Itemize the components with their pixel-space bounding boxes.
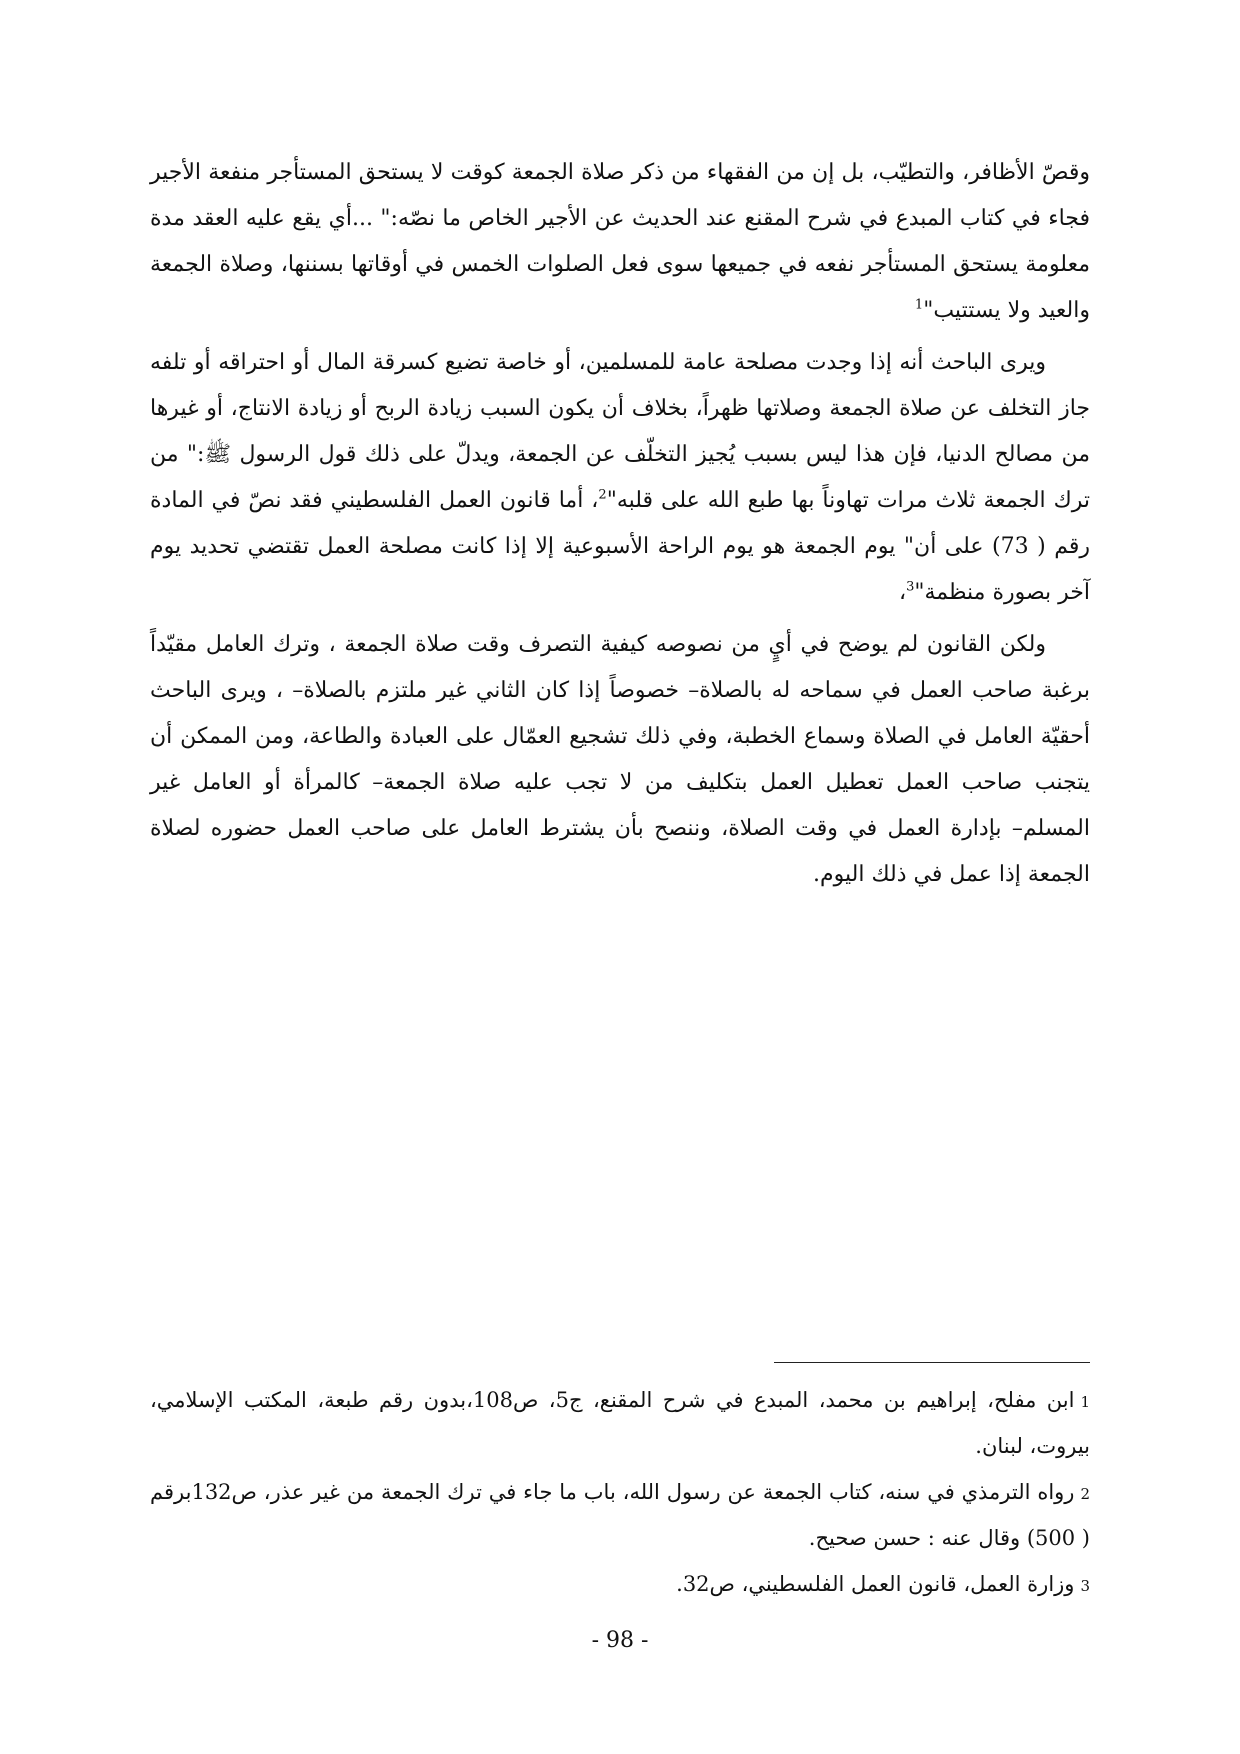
footnote-2 [150, 1470, 1090, 1560]
footnote-ref-3[interactable]: 3 [906, 579, 915, 595]
footnote-number: 3 [1080, 1577, 1090, 1595]
paragraph-2-end: ، [898, 580, 907, 605]
paragraph-2 [150, 340, 1090, 616]
paragraph-1-text: وقصّ الأظافر، والتطيّب، بل إن من الفقهاء من ذكر صلاة الجمعة كوقت لا يستحق المستأجر منفعة الأجير فجاء في كتاب المبدع في شرح المقنع عند الحديث عن الأجير الخاص ما نصّه:" ...أي يقع عليه العقد مدة معلومة يستحق المستأجر نفعه في جميعها سوى فعل الصلوات الخمس في أوقاتها بسننها، وصلاة الجمعة والعيد ولا يستتيب" [150, 160, 1090, 323]
footnote-text: وزارة العمل، قانون العمل الفلسطيني، ص32. [676, 1572, 1075, 1596]
footnote-text: ابن مفلح، إبراهيم بن محمد، المبدع في شرح المقنع، ج5، ص108،بدون رقم طبعة، المكتب الإسلامي، بيروت، لبنان. [150, 1388, 1090, 1458]
footnote-1 [150, 1378, 1090, 1468]
paragraph-2-continuation: ، أما قانون العمل الفلسطيني فقد نصّ في المادة رقم ( 73) على أن" يوم الجمعة هو يوم الراحة الأسبوعية إلا إذا كانت مصلحة العمل تقتضي تحديد يوم آخر بصورة منظمة" [150, 488, 1091, 605]
page-number: - 98 - [591, 1628, 649, 1653]
footnote-3 [150, 1562, 1090, 1608]
paragraph-3-text: ولكن القانون لم يوضح في أيٍ من نصوصه كيفية التصرف وقت صلاة الجمعة ، وترك العامل مقيّداً برغبة صاحب العمل في سماحه له بالصلاة– خصوصاً إذا كان الثاني غير ملتزم بالصلاة– ، ويرى الباحث أحقيّة العامل في الصلاة وسماع الخطبة، وفي ذلك تشجيع العمّال على العبادة والطاعة، ومن الممكن أن يتجنب صاحب العمل تعطيل العمل بتكليف من لا تجب عليه صلاة الجمعة– كالمرأة أو العامل غير المسلم– بإدارة العمل في وقت الصلاة، وننصح بأن يشترط العامل على صاحب العمل حضوره لصلاة الجمعة إذا عمل في ذلك اليوم. [150, 632, 1090, 887]
footnote-number: 2 [1080, 1485, 1090, 1503]
footnotes [150, 1378, 1090, 1610]
footnote-number: 1 [1080, 1393, 1090, 1411]
footnote-ref-1[interactable]: 1 [914, 297, 924, 313]
footnote-text: رواه الترمذي في سنه، كتاب الجمعة عن رسول الله، باب ما جاء في ترك الجمعة من غير عذر، ص132برقم ( 500) وقال عنه : حسن صحيح. [150, 1480, 1090, 1550]
paragraph-2-text: ويرى الباحث أنه إذا وجدت مصلحة عامة للمسلمين، أو خاصة تضيع كسرقة المال أو احتراقه أو تلفه جاز التخلف عن صلاة الجمعة وصلاتها ظهراً، بخلاف أن يكون السبب زيادة الربح أو زيادة الانتاج، أو غيرها من مصالح الدنيا، فإن هذا ليس بسبب يُجيز التخلّف عن الجمعة، ويدلّ على ذلك قول الرسول ﷺ:" من ترك الجمعة ثلاث مرات تهاوناً بها طبع الله على قلبه" [150, 350, 1091, 513]
paragraph-1 [150, 150, 1090, 334]
body-text [150, 150, 1090, 904]
footnote-ref-2[interactable]: 2 [598, 487, 607, 503]
footnote-separator [774, 1362, 1090, 1363]
paragraph-3 [150, 622, 1090, 898]
